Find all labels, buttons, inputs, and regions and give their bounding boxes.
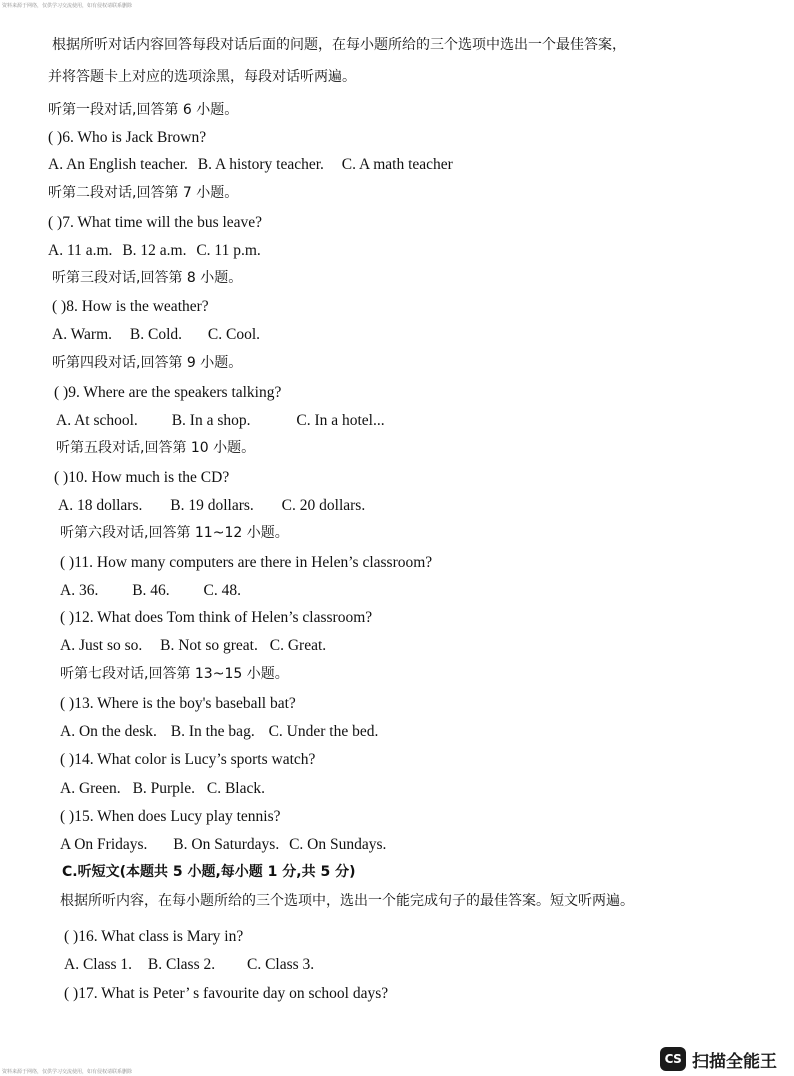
dialog-7-heading: 听第七段对话,回答第 13~15 小题。 <box>60 666 289 682</box>
q14-option-a: A. Green. <box>60 780 121 797</box>
header-note: 资料来源于网络，仅供学习交流使用，如有侵权请联系删除 <box>2 3 133 9</box>
question-7-options <box>48 243 261 259</box>
q9-option-b: B. In a shop. <box>171 412 251 429</box>
q16-option-b: B. Class 2. <box>147 956 216 973</box>
q12-option-b: B. Not so great. <box>160 637 258 654</box>
camscanner-logo-icon: CS <box>660 1047 686 1071</box>
q7-option-c: C. 11 p.m. <box>196 242 261 259</box>
question-12: ( )12. What does Tom think of Helen’s classroom? <box>60 609 373 626</box>
question-10: ( )10. How much is the CD? <box>54 469 230 486</box>
section-c-heading: C.听短文(本题共 5 小题,每小题 1 分,共 5 分) <box>62 864 356 880</box>
instruction-line-3: 根据所听内容，在每小题所给的三个选项中，选出一个能完成句子的最佳答案。短文听两遍。 <box>60 893 634 909</box>
dialog-1-heading: 听第一段对话,回答第 6 小题。 <box>48 102 239 118</box>
question-16: ( )16. What class is Mary in? <box>64 928 244 945</box>
question-6-options <box>48 157 453 173</box>
question-11-options <box>60 583 241 599</box>
q6-option-b: B. A history teacher. <box>197 156 324 173</box>
question-9: ( )9. Where are the speakers talking? <box>54 384 282 401</box>
q8-option-c: C. Cool. <box>207 326 260 343</box>
q13-option-c: C. Under the bed. <box>268 723 379 740</box>
question-8-options <box>52 327 260 343</box>
q11-option-c: C. 48. <box>203 582 242 599</box>
footer-note: 资料来源于网络，仅供学习交流使用，如有侵权请联系删除 <box>2 1069 133 1075</box>
q16-option-a: A. Class 1. <box>64 956 133 973</box>
q14-option-b: B. Purple. <box>132 780 195 797</box>
dialog-2-heading: 听第二段对话,回答第 7 小题。 <box>48 185 239 201</box>
q6-option-a: A. An English teacher. <box>48 156 188 173</box>
dialog-6-heading: 听第六段对话,回答第 11~12 小题。 <box>60 525 289 541</box>
question-6: ( )6. Who is Jack Brown? <box>48 129 207 146</box>
question-11: ( )11. How many computers are there in Helen’s classroom? <box>60 554 433 571</box>
question-16-options <box>64 957 314 973</box>
question-13-options <box>60 724 378 740</box>
q9-option-a: A. At school. <box>56 412 138 429</box>
q8-option-a: A. Warm. <box>52 326 113 343</box>
q6-option-c: C. A math teacher <box>341 156 453 173</box>
camscanner-logo-text: 扫描全能王 <box>692 1051 777 1072</box>
q10-option-a: A. 18 dollars. <box>58 497 143 514</box>
question-14: ( )14. What color is Lucy’s sports watch? <box>60 751 316 768</box>
camscanner-logo <box>660 1046 777 1072</box>
q16-option-c: C. Class 3. <box>246 956 315 973</box>
q12-option-a: A. Just so so. <box>60 637 143 654</box>
q9-option-c: C. In a hotel... <box>296 412 385 429</box>
question-15: ( )15. When does Lucy play tennis? <box>60 808 281 825</box>
question-15-options <box>60 837 386 853</box>
question-7: ( )7. What time will the bus leave? <box>48 214 263 231</box>
q14-option-c: C. Black. <box>206 780 265 797</box>
instruction-line-1: 根据所听对话内容回答每段对话后面的问题，在每小题所给的三个选项中选出一个最佳答案， <box>52 37 626 53</box>
dialog-5-heading: 听第五段对话,回答第 10 小题。 <box>56 440 256 456</box>
q8-option-b: B. Cold. <box>129 326 183 343</box>
dialog-4-heading: 听第四段对话,回答第 9 小题。 <box>52 355 243 371</box>
q7-option-b: B. 12 a.m. <box>122 242 187 259</box>
question-12-options <box>60 638 326 654</box>
q13-option-a: A. On the desk. <box>60 723 157 740</box>
question-8: ( )8. How is the weather? <box>52 298 209 315</box>
question-14-options <box>60 781 265 797</box>
instruction-line-2: 并将答题卡上对应的选项涂黑，每段对话听两遍。 <box>48 69 356 85</box>
q15-option-a: A On Fridays. <box>60 836 148 853</box>
q10-option-b: B. 19 dollars. <box>170 497 254 514</box>
dialog-3-heading: 听第三段对话,回答第 8 小题。 <box>52 270 243 286</box>
q11-option-b: B. 46. <box>132 582 170 599</box>
q7-option-a: A. 11 a.m. <box>48 242 113 259</box>
q13-option-b: B. In the bag. <box>170 723 255 740</box>
q15-option-b: B. On Saturdays. <box>173 836 280 853</box>
question-17: ( )17. What is Peter’ s favourite day on school days? <box>64 985 389 1002</box>
q15-option-c: C. On Sundays. <box>289 836 387 853</box>
q12-option-c: C. Great. <box>269 637 327 654</box>
q11-option-a: A. 36. <box>60 582 99 599</box>
q10-option-c: C. 20 dollars. <box>281 497 366 514</box>
question-10-options <box>58 498 365 514</box>
question-9-options <box>56 413 385 429</box>
question-13: ( )13. Where is the boy's baseball bat? <box>60 695 296 712</box>
